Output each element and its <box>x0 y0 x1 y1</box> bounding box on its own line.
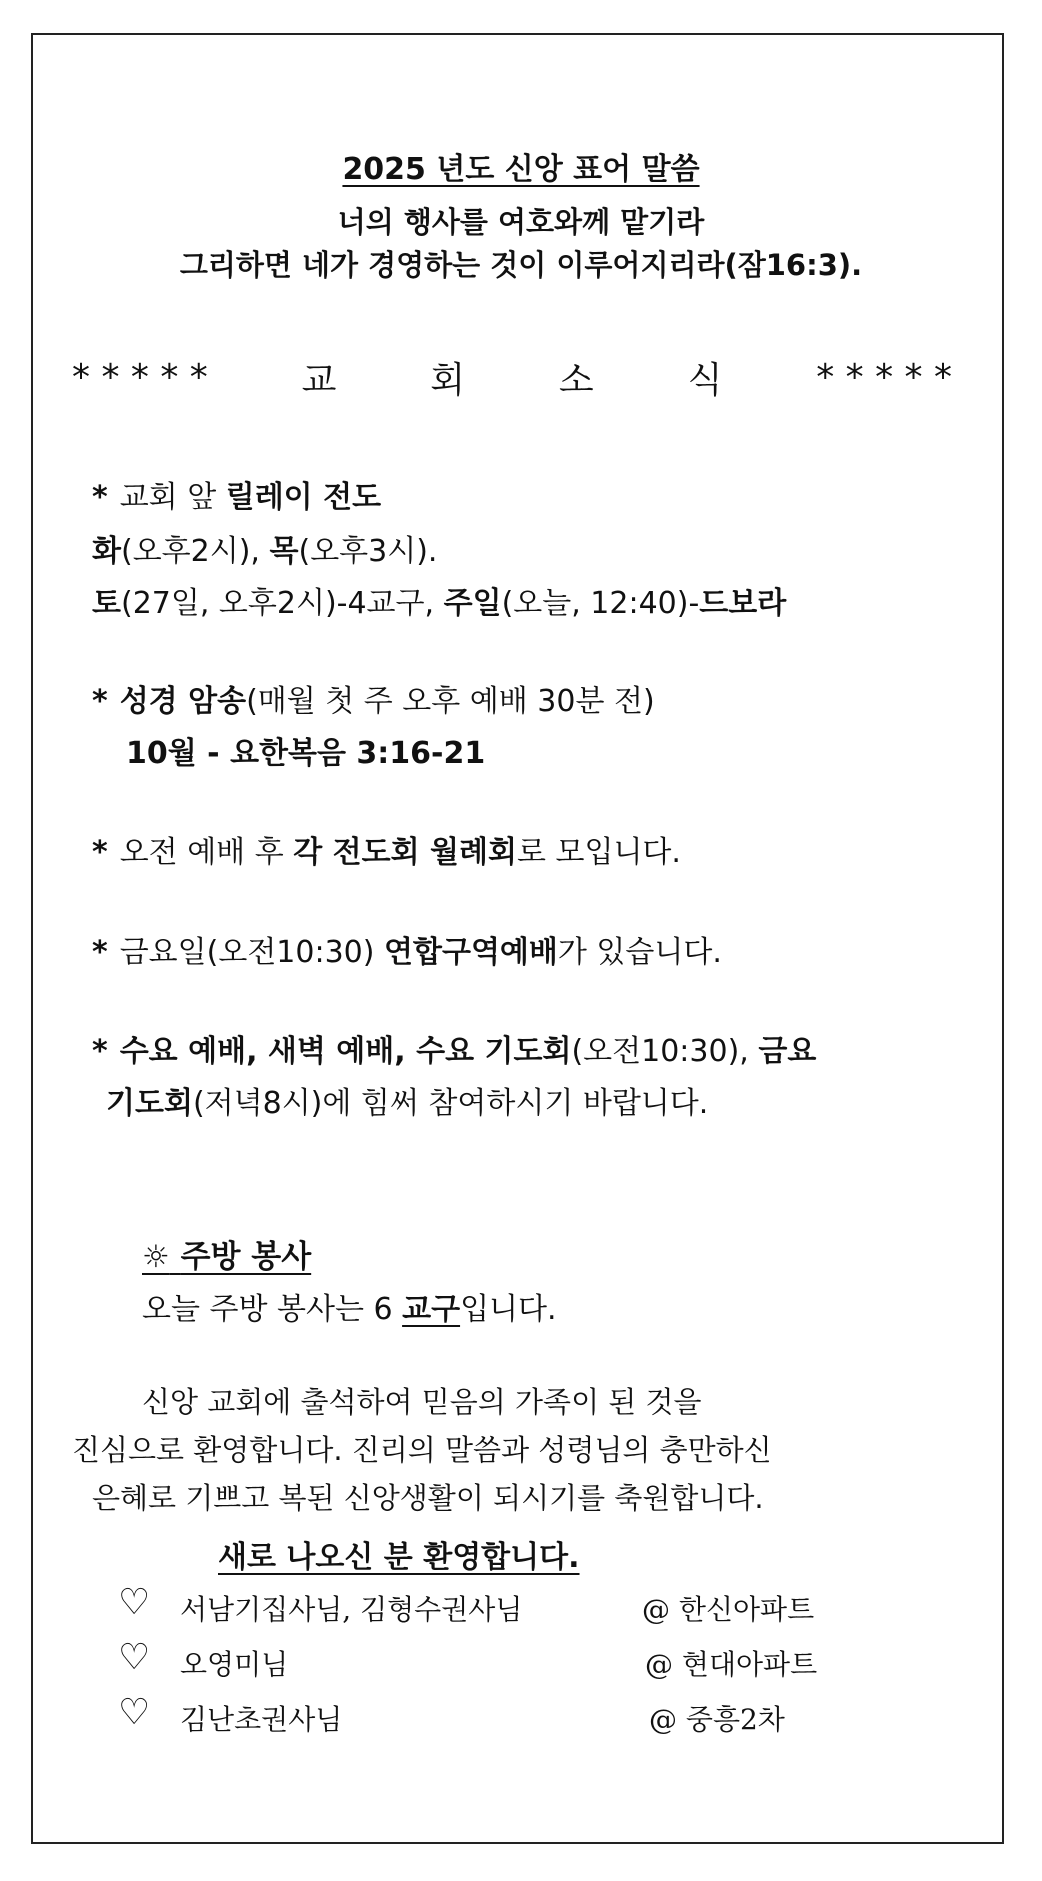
newcomer-name: 김난초권사님 <box>180 1703 343 1736</box>
bible-memorization-verse: 10월 - 요한복음 3:16-21 <box>126 736 486 771</box>
welcome-line3: 은혜로 기쁘고 복된 신앙생활이 되시기를 축원합니다. <box>92 1481 764 1515</box>
monthly-meeting-notice: * 오전 예배 후 각 전도회 월례회로 모입니다. <box>92 835 681 870</box>
banner-char: 소 <box>558 360 594 401</box>
sun-icon: ☼ <box>142 1239 170 1275</box>
kitchen-service-text: 오늘 주방 봉사는 6 교구입니다. <box>142 1292 557 1327</box>
bullet-asterisk: * <box>92 935 108 970</box>
motto-verse-line1: 너의 행사를 여호와께 맡기라 <box>337 205 705 239</box>
banner-char: 식 <box>687 360 723 401</box>
relay-schedule-weekday: 화(오후2시), 목(오후3시). <box>92 534 438 569</box>
heart-icon: ♡ <box>118 1582 151 1623</box>
friday-service-notice: * 금요일(오전10:30) 연합구역예배가 있습니다. <box>92 935 722 970</box>
welcome-line2: 진심으로 환영합니다. 진리의 말씀과 성령님의 충만하신 <box>72 1433 772 1467</box>
newcomers-title: 새로 나오신 분 환영합니다. <box>218 1540 580 1575</box>
bullet-asterisk: * <box>92 480 108 515</box>
stars-left: * * * * * <box>72 357 208 398</box>
stars-right: * * * * * <box>816 357 952 398</box>
bullet-asterisk: * <box>92 835 108 870</box>
bible-memorization-heading: * 성경 암송(매월 첫 주 오후 예배 30분 전) <box>92 684 655 719</box>
prayer-services-notice-cont: 기도회(저녁8시)에 힘써 참여하시기 바랍니다. <box>106 1086 709 1121</box>
motto-title: 2025 년도 신앙 표어 말씀 <box>342 152 700 187</box>
kitchen-service-heading: ☼ 주방 봉사 <box>142 1239 312 1275</box>
newcomer-residence: @ 중흥2차 <box>649 1703 785 1736</box>
bullet-asterisk: * <box>92 684 108 719</box>
banner-char: 교 <box>301 360 337 401</box>
newcomer-residence: @ 현대아파트 <box>645 1648 818 1681</box>
motto-verse-line2: 그리하면 네가 경영하는 것이 이루어지리라(잠16:3). <box>179 248 863 282</box>
newcomer-residence: @ 한신아파트 <box>642 1593 815 1626</box>
relay-evangelism-heading: * 교회 앞 릴레이 전도 <box>92 480 382 515</box>
heart-icon: ♡ <box>118 1692 151 1733</box>
prayer-services-notice: * 수요 예배, 새벽 예배, 수요 기도회(오전10:30), 금요 <box>92 1034 817 1069</box>
welcome-line1: 신앙 교회에 출석하여 믿음의 가족이 된 것을 <box>142 1385 702 1419</box>
church-news-banner <box>72 352 952 403</box>
newcomer-name: 오영미님 <box>180 1648 289 1681</box>
newcomer-name: 서남기집사님, 김형수권사님 <box>180 1593 523 1626</box>
bullet-asterisk: * <box>92 1034 108 1069</box>
relay-schedule-weekend: 토(27일, 오후2시)-4교구, 주일(오늘, 12:40)-드보라 <box>92 586 787 621</box>
banner-char: 회 <box>430 360 466 401</box>
heart-icon: ♡ <box>118 1637 151 1678</box>
